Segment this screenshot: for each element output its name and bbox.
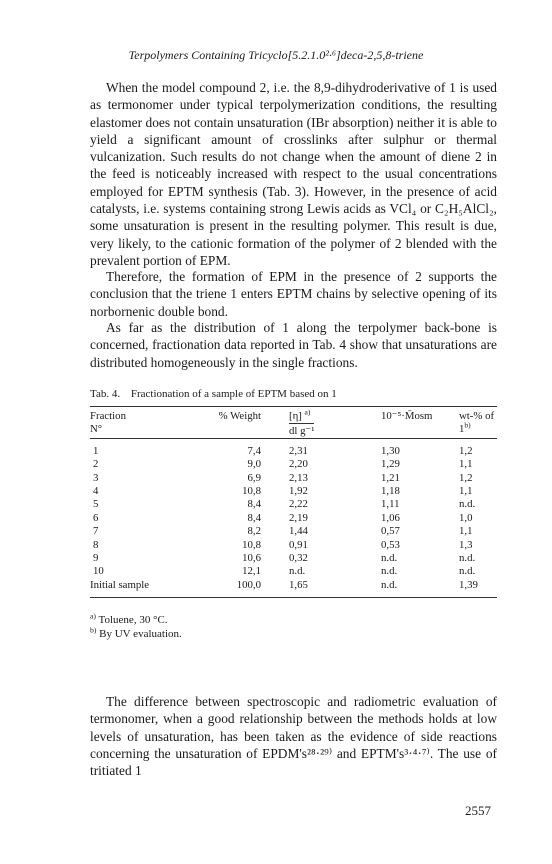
- mosm-cell: 1,11: [381, 498, 400, 511]
- fraction-cell: 6: [93, 511, 99, 524]
- paragraph-text: Therefore, the formation of EPM in the presence of 2 supports the conclusion that the triene 1 enters EPTM chains by selective opening of its norbornenic double bond.: [90, 269, 497, 319]
- mosm-cell: n.d.: [381, 552, 398, 565]
- viscosity-cell: 1,44: [289, 525, 308, 538]
- table-label: Tab. 4.: [90, 388, 121, 400]
- table-top-rule: [90, 406, 497, 407]
- mosm-cell: 1,18: [381, 485, 400, 498]
- table-row: [90, 445, 497, 458]
- table-row: [90, 565, 497, 578]
- fraction-cell: 7: [93, 525, 99, 538]
- wt-cell: n.d.: [459, 498, 476, 511]
- header-fraction: [90, 410, 163, 439]
- page-number: 2557: [465, 803, 491, 818]
- wt-cell: n.d.: [459, 565, 476, 578]
- table-bottom-rule: [90, 597, 497, 598]
- header-fraction-label: Fraction: [90, 410, 126, 422]
- mosm-cell: n.d.: [381, 565, 398, 578]
- weight-cell: 9,0: [247, 458, 261, 471]
- fraction-cell: 10: [93, 565, 104, 578]
- weight-cell: 12,1: [242, 565, 261, 578]
- viscosity-cell: 0,32: [289, 552, 308, 565]
- header-weight: [163, 410, 261, 439]
- footnote-mark: b): [90, 625, 97, 635]
- header-wt-label: wt-% of 1: [459, 410, 495, 436]
- fraction-cell: 2: [93, 458, 99, 471]
- table-row: [90, 498, 497, 511]
- paragraph-text: As far as the distribution of 1 along the terpolymer back-bone is concerned, fractionation data reported in Tab. 4 show that unsaturations are distributed homogeneously in the single fractions.: [90, 320, 497, 370]
- wt-cell: 1,1: [459, 485, 473, 498]
- viscosity-cell: 2,22: [289, 498, 308, 511]
- footnote-mark: a): [90, 611, 96, 621]
- viscosity-cell: 2,20: [289, 458, 308, 471]
- weight-cell: 7,4: [247, 444, 261, 457]
- fraction-cell: 8: [93, 538, 99, 551]
- table-row: [90, 472, 497, 485]
- viscosity-cell: 0,91: [289, 538, 308, 551]
- table-caption: [90, 388, 497, 400]
- fraction-cell: 5: [93, 498, 99, 511]
- wt-cell: 1,1: [459, 458, 473, 471]
- mosm-cell: n.d.: [381, 578, 398, 591]
- header-wt-note: b): [464, 420, 471, 430]
- weight-cell: 10,8: [242, 538, 261, 551]
- header-viscosity: [261, 407, 381, 439]
- weight-cell: 8,2: [247, 525, 261, 538]
- footnote-text: Toluene, 30 °C.: [98, 614, 168, 626]
- fraction-cell: 1: [93, 444, 99, 457]
- wt-cell: 1,0: [459, 511, 473, 524]
- weight-cell: 10,8: [242, 485, 261, 498]
- wt-cell: 1,2: [459, 444, 473, 457]
- paragraph-text: When the model compound 2, i.e. the 8,9-dihydroderivative of 1 is used as termonomer under typical terpolymerization conditions, the resulting elastomer does not contain unsaturation (IBr absorption) neither it is able to yield a significant amount of crosslinks after sulphur or thermal vulcanization. Such results do not change when the amount of diene 2 in the feed is noticeably increased with respect to the usual concentrations employed for EPTM synthesis (Tab. 3). However, in the presence of acid catalysts, i.e. systems containing strong Lewis acids as VCl₄ or C₂H₅AlCl₂, some unsaturation is present in the resulting polymer. This result is due, very likely, to the cationic formation of the polymer of 2 blended with the prevalent portion of EPM.: [90, 80, 497, 268]
- fraction-cell: 4: [93, 485, 99, 498]
- viscosity-cell: 1,92: [289, 485, 308, 498]
- fraction-cell: 3: [93, 471, 99, 484]
- header-mosm-label: 10⁻⁵·M̄osm: [381, 410, 433, 422]
- table-row: [90, 512, 497, 525]
- weight-cell: 8,4: [247, 511, 261, 524]
- table-row: [90, 485, 497, 498]
- table-header-row: [90, 410, 497, 439]
- table-row: [90, 552, 497, 565]
- weight-cell: 100,0: [236, 578, 261, 591]
- mosm-cell: 0,53: [381, 538, 400, 551]
- footnote-text: By UV evaluation.: [99, 628, 182, 640]
- table-row: [90, 525, 497, 538]
- paragraph-conclusion: [90, 268, 497, 320]
- mosm-cell: 1,21: [381, 471, 400, 484]
- wt-cell: 1,1: [459, 525, 473, 538]
- table-row: [90, 458, 497, 471]
- paragraph-text: The difference between spectroscopic and radiometric evaluation of termonomer, when a good relationship between the methods holds at low levels of unsaturation, has been taken as the evidence of side reactions concerning the unsaturation of EPDM's²⁸·²⁹⁾ and EPTM's³·⁴·⁷⁾. The use of tritiated 1: [90, 694, 497, 779]
- header-wt: [459, 410, 497, 439]
- fraction-cell: Initial sample: [90, 578, 150, 591]
- mosm-cell: 1,06: [381, 511, 400, 524]
- header-mosm: [381, 410, 459, 439]
- fractionation-table: [90, 407, 497, 592]
- header-visc-unit: dl g⁻¹: [289, 425, 315, 438]
- table-row: [90, 579, 497, 592]
- viscosity-cell: 2,13: [289, 471, 308, 484]
- weight-cell: 8,4: [247, 498, 261, 511]
- paragraph-difference: [90, 693, 497, 779]
- mosm-cell: 1,30: [381, 444, 400, 457]
- weight-cell: 10,6: [242, 552, 261, 565]
- wt-cell: 1,3: [459, 538, 473, 551]
- mosm-cell: 0,57: [381, 525, 400, 538]
- header-weight-label: % Weight: [218, 410, 261, 422]
- paragraph-model-compound: [90, 79, 497, 269]
- wt-cell: n.d.: [459, 552, 476, 565]
- viscosity-cell: n.d.: [289, 565, 306, 578]
- header-visc-label: [η]: [289, 410, 302, 422]
- header-visc-note: a): [304, 407, 311, 417]
- wt-cell: 1,2: [459, 471, 473, 484]
- wt-cell: 1,39: [459, 578, 478, 591]
- footnote-b: [90, 625, 182, 640]
- weight-cell: 6,9: [247, 471, 261, 484]
- table-row: [90, 539, 497, 552]
- header-fraction-sub: N°: [90, 423, 103, 436]
- viscosity-cell: 1,65: [289, 578, 308, 591]
- paragraph-distribution: [90, 319, 497, 371]
- viscosity-cell: 2,19: [289, 511, 308, 524]
- table-caption-text: Fractionation of a sample of EPTM based on 1: [130, 388, 337, 400]
- viscosity-cell: 2,31: [289, 444, 308, 457]
- mosm-cell: 1,29: [381, 458, 400, 471]
- running-header: Terpolymers Containing Tricyclo[5.2.1.0²·⁶]deca-2,5,8-triene: [128, 48, 424, 62]
- fraction-cell: 9: [93, 552, 99, 565]
- footnote-a: [90, 611, 168, 626]
